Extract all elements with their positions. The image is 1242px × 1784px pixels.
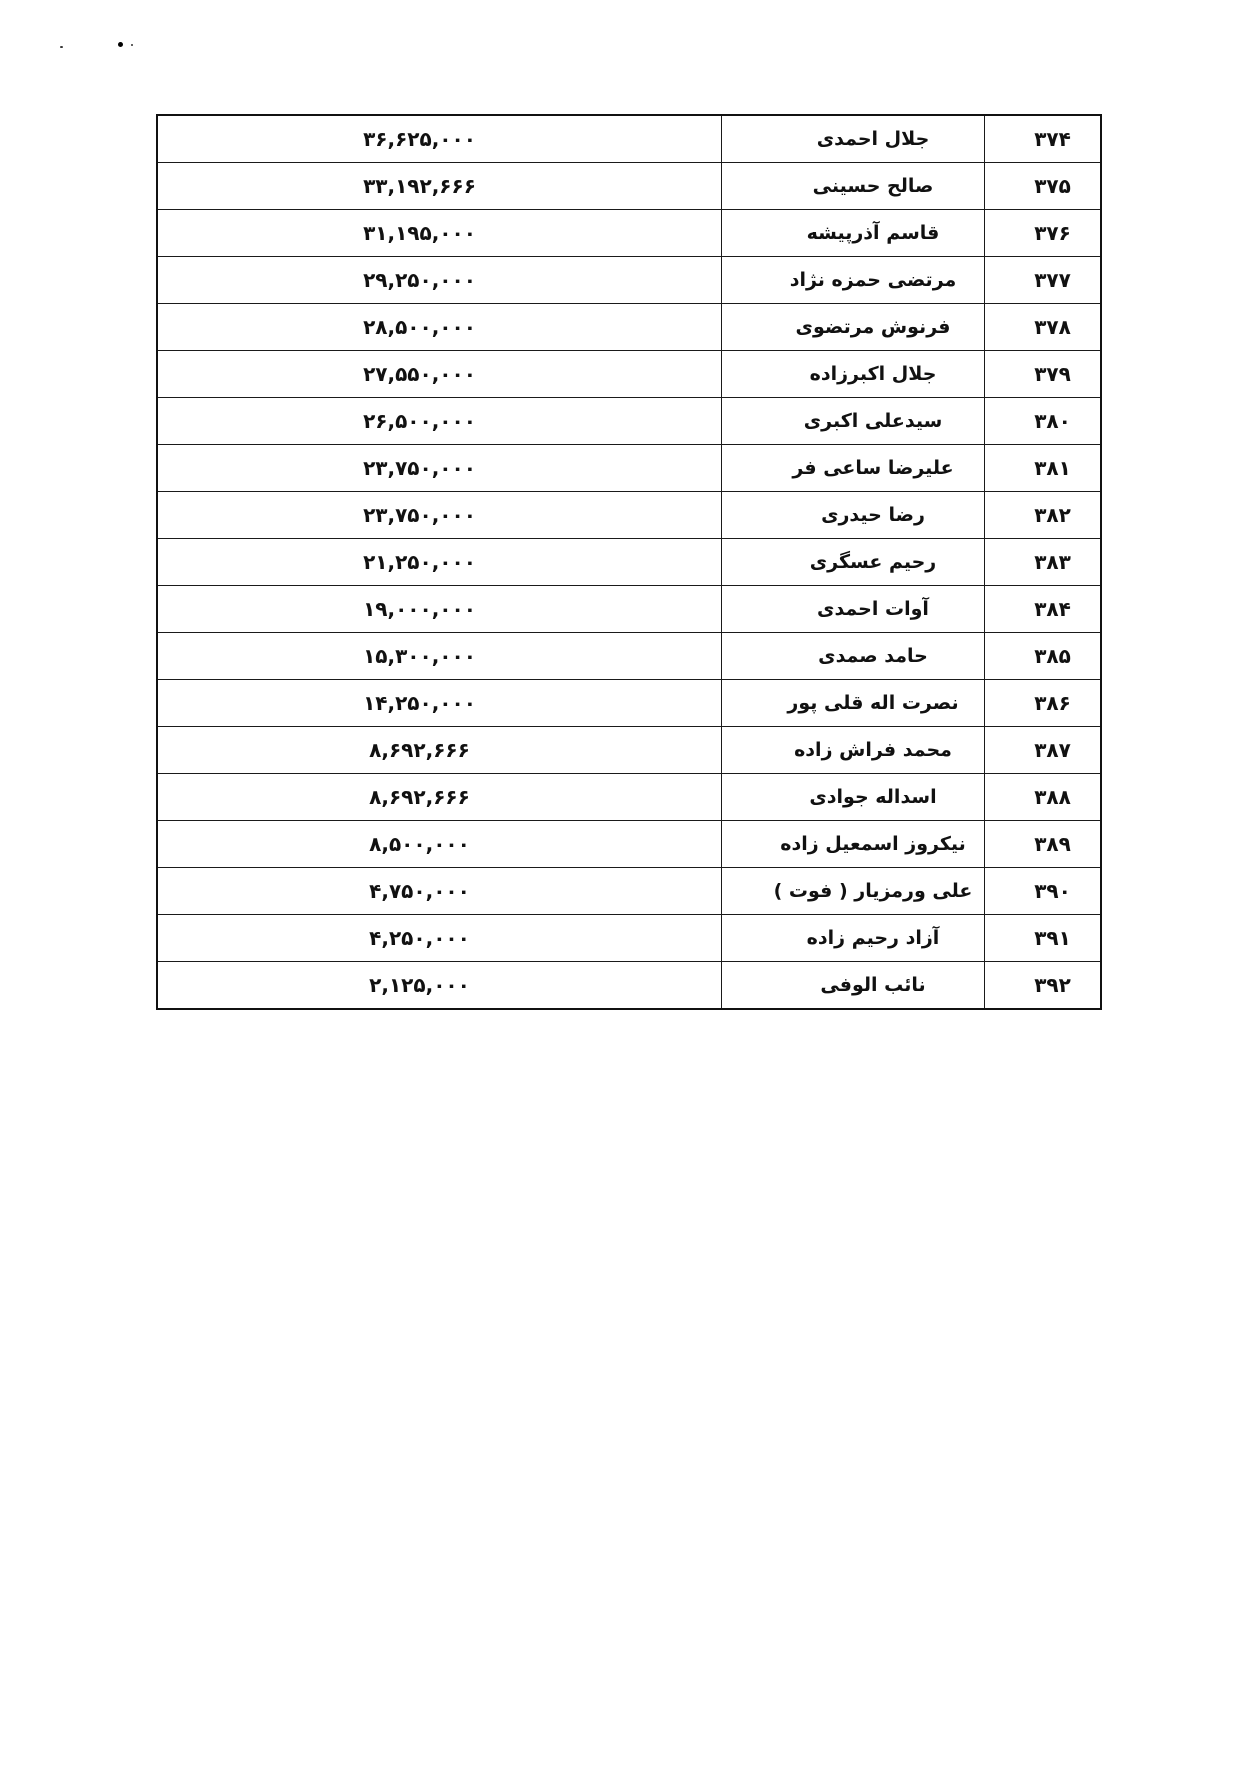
person-name-cell bbox=[722, 304, 985, 351]
person-name-cell bbox=[722, 115, 985, 163]
amount-value: ۸,۵۰۰,۰۰۰ bbox=[369, 832, 470, 856]
amount-value: ۸,۶۹۲,۶۶۶ bbox=[369, 738, 470, 762]
table-row bbox=[157, 351, 1101, 398]
person-name: نصرت اله قلی پور bbox=[787, 692, 959, 714]
person-name: جلال احمدی bbox=[816, 128, 930, 150]
amount-cell bbox=[157, 586, 722, 633]
row-number-cell bbox=[985, 680, 1102, 727]
amount-cell bbox=[157, 115, 722, 163]
row-number: ۳۸۱ bbox=[1034, 456, 1071, 480]
table-row bbox=[157, 680, 1101, 727]
person-name-cell bbox=[722, 163, 985, 210]
person-name-cell bbox=[722, 398, 985, 445]
row-number-cell bbox=[985, 351, 1102, 398]
person-name: آزاد رحیم زاده bbox=[806, 927, 940, 949]
amount-cell bbox=[157, 257, 722, 304]
payment-table-container bbox=[156, 114, 1102, 1010]
amount-cell bbox=[157, 163, 722, 210]
row-number-cell bbox=[985, 821, 1102, 868]
row-number: ۳۸۴ bbox=[1034, 597, 1071, 621]
row-number-cell bbox=[985, 492, 1102, 539]
table-row bbox=[157, 868, 1101, 915]
person-name: رحیم عسگری bbox=[809, 551, 937, 573]
row-number-cell bbox=[985, 962, 1102, 1010]
person-name: نائب الوفی bbox=[820, 974, 926, 996]
person-name-cell bbox=[722, 257, 985, 304]
table-row bbox=[157, 586, 1101, 633]
row-number: ۳۹۱ bbox=[1034, 926, 1071, 950]
table-row bbox=[157, 163, 1101, 210]
row-number-cell bbox=[985, 163, 1102, 210]
payment-table bbox=[156, 114, 1102, 1010]
person-name-cell bbox=[722, 774, 985, 821]
row-number-cell bbox=[985, 539, 1102, 586]
scan-speck bbox=[60, 46, 63, 48]
row-number: ۳۷۹ bbox=[1034, 362, 1071, 386]
row-number: ۳۸۸ bbox=[1034, 785, 1071, 809]
amount-cell bbox=[157, 915, 722, 962]
amount-value: ۲۹,۲۵۰,۰۰۰ bbox=[363, 268, 476, 292]
table-row bbox=[157, 115, 1101, 163]
amount-value: ۸,۶۹۲,۶۶۶ bbox=[369, 785, 470, 809]
amount-value: ۴,۲۵۰,۰۰۰ bbox=[369, 926, 470, 950]
row-number: ۳۷۶ bbox=[1034, 221, 1071, 245]
row-number: ۳۸۲ bbox=[1034, 503, 1071, 527]
person-name: حامد صمدی bbox=[818, 645, 928, 667]
row-number: ۳۸۰ bbox=[1034, 409, 1071, 433]
table-row bbox=[157, 727, 1101, 774]
amount-cell bbox=[157, 210, 722, 257]
row-number-cell bbox=[985, 398, 1102, 445]
amount-value: ۲۱,۲۵۰,۰۰۰ bbox=[363, 550, 476, 574]
row-number-cell bbox=[985, 304, 1102, 351]
person-name: رضا حیدری bbox=[821, 504, 925, 526]
table-row bbox=[157, 492, 1101, 539]
person-name: علی ورمزیار ( فوت ) bbox=[773, 880, 973, 902]
row-number: ۳۸۶ bbox=[1034, 691, 1071, 715]
scan-specks bbox=[55, 38, 175, 58]
row-number: ۳۸۵ bbox=[1034, 644, 1071, 668]
table-row bbox=[157, 257, 1101, 304]
person-name: قاسم آذرپیشه bbox=[806, 222, 940, 244]
amount-value: ۴,۷۵۰,۰۰۰ bbox=[369, 879, 470, 903]
person-name: اسداله جوادی bbox=[809, 786, 937, 808]
row-number-cell bbox=[985, 774, 1102, 821]
person-name-cell bbox=[722, 680, 985, 727]
person-name: علیرضا ساعی فر bbox=[792, 457, 954, 479]
amount-value: ۳۶,۶۲۵,۰۰۰ bbox=[363, 127, 476, 151]
row-number: ۳۹۲ bbox=[1034, 973, 1071, 997]
scan-speck bbox=[131, 44, 133, 46]
table-row bbox=[157, 774, 1101, 821]
amount-value: ۲,۱۲۵,۰۰۰ bbox=[369, 973, 470, 997]
table-row bbox=[157, 398, 1101, 445]
person-name-cell bbox=[722, 633, 985, 680]
person-name-cell bbox=[722, 915, 985, 962]
row-number-cell bbox=[985, 727, 1102, 774]
row-number: ۳۷۴ bbox=[1034, 127, 1071, 151]
person-name: مرتضی حمزه نژاد bbox=[789, 269, 957, 291]
table-row bbox=[157, 821, 1101, 868]
person-name-cell bbox=[722, 727, 985, 774]
row-number: ۳۷۷ bbox=[1034, 268, 1071, 292]
person-name: آوات احمدی bbox=[817, 598, 929, 620]
amount-cell bbox=[157, 774, 722, 821]
amount-cell bbox=[157, 445, 722, 492]
amount-cell bbox=[157, 539, 722, 586]
amount-cell bbox=[157, 868, 722, 915]
amount-value: ۳۱,۱۹۵,۰۰۰ bbox=[363, 221, 476, 245]
amount-value: ۲۸,۵۰۰,۰۰۰ bbox=[363, 315, 476, 339]
row-number: ۳۸۷ bbox=[1034, 738, 1071, 762]
person-name: فرنوش مرتضوی bbox=[795, 316, 951, 338]
amount-cell bbox=[157, 821, 722, 868]
row-number: ۳۷۵ bbox=[1034, 174, 1071, 198]
row-number: ۳۸۹ bbox=[1034, 832, 1071, 856]
payment-table-body bbox=[157, 115, 1101, 1009]
row-number-cell bbox=[985, 210, 1102, 257]
row-number: ۳۸۳ bbox=[1034, 550, 1071, 574]
person-name-cell bbox=[722, 351, 985, 398]
table-row bbox=[157, 210, 1101, 257]
person-name-cell bbox=[722, 445, 985, 492]
amount-cell bbox=[157, 727, 722, 774]
amount-cell bbox=[157, 492, 722, 539]
table-row bbox=[157, 633, 1101, 680]
amount-cell bbox=[157, 351, 722, 398]
row-number-cell bbox=[985, 633, 1102, 680]
row-number-cell bbox=[985, 868, 1102, 915]
table-row bbox=[157, 915, 1101, 962]
amount-value: ۲۶,۵۰۰,۰۰۰ bbox=[363, 409, 476, 433]
row-number-cell bbox=[985, 915, 1102, 962]
amount-value: ۲۳,۷۵۰,۰۰۰ bbox=[363, 456, 476, 480]
scan-speck bbox=[118, 42, 123, 47]
row-number: ۳۹۰ bbox=[1034, 879, 1071, 903]
row-number-cell bbox=[985, 257, 1102, 304]
row-number-cell bbox=[985, 445, 1102, 492]
person-name: سیدعلی اکبری bbox=[803, 410, 943, 432]
row-number: ۳۷۸ bbox=[1034, 315, 1071, 339]
person-name-cell bbox=[722, 868, 985, 915]
amount-value: ۲۷,۵۵۰,۰۰۰ bbox=[363, 362, 476, 386]
amount-cell bbox=[157, 304, 722, 351]
amount-value: ۱۴,۲۵۰,۰۰۰ bbox=[363, 691, 476, 715]
amount-value: ۱۵,۳۰۰,۰۰۰ bbox=[363, 644, 476, 668]
table-row bbox=[157, 962, 1101, 1010]
amount-cell bbox=[157, 962, 722, 1010]
row-number-cell bbox=[985, 115, 1102, 163]
table-row bbox=[157, 304, 1101, 351]
person-name: محمد فراش زاده bbox=[794, 739, 952, 761]
amount-value: ۱۹,۰۰۰,۰۰۰ bbox=[363, 597, 476, 621]
amount-cell bbox=[157, 680, 722, 727]
amount-value: ۳۳,۱۹۲,۶۶۶ bbox=[363, 174, 476, 198]
person-name: نیکروز اسمعیل زاده bbox=[780, 833, 966, 855]
person-name-cell bbox=[722, 210, 985, 257]
person-name-cell bbox=[722, 962, 985, 1010]
person-name-cell bbox=[722, 492, 985, 539]
row-number-cell bbox=[985, 586, 1102, 633]
person-name: صالح حسینی bbox=[812, 175, 934, 197]
amount-cell bbox=[157, 633, 722, 680]
person-name-cell bbox=[722, 586, 985, 633]
table-row bbox=[157, 445, 1101, 492]
person-name: جلال اکبرزاده bbox=[809, 363, 937, 385]
table-row bbox=[157, 539, 1101, 586]
amount-value: ۲۳,۷۵۰,۰۰۰ bbox=[363, 503, 476, 527]
person-name-cell bbox=[722, 539, 985, 586]
person-name-cell bbox=[722, 821, 985, 868]
amount-cell bbox=[157, 398, 722, 445]
